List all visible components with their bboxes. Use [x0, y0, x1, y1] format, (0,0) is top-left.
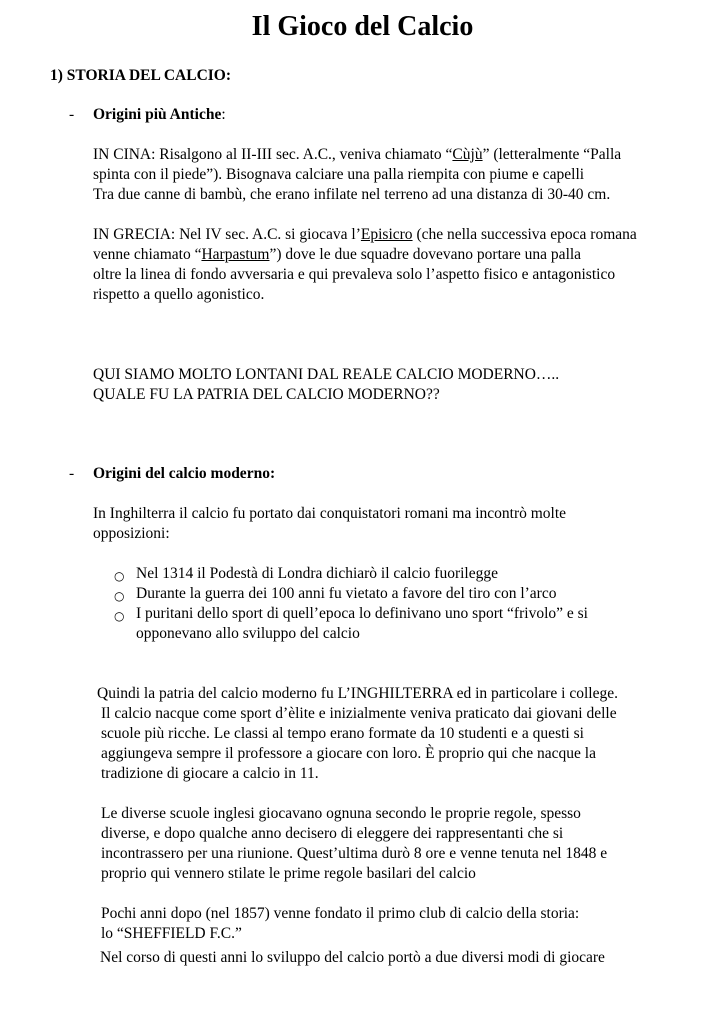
term-episicro: Episicro	[360, 226, 413, 243]
paragraph-line	[93, 145, 621, 165]
paragraph-line: rispetto a quello agonistico.	[93, 286, 265, 303]
list-item: Nel 1314 il Podestà di Londra dichiarò il calcio fuorilegge	[136, 565, 498, 582]
list-item: I puritani dello sport di quell’epoca lo definivano uno sport “frivolo” e si	[136, 605, 588, 622]
section-number: 1)	[50, 67, 63, 84]
paragraph-line: diverse, e dopo qualche anno decisero di eleggere dei rappresentanti che si	[101, 825, 564, 842]
list-item: Durante la guerra dei 100 anni fu vietato a favore del tiro con l’arco	[136, 585, 557, 602]
text-span: (che nella successiva epoca romana	[412, 226, 637, 243]
text-span: IN CINA: Risalgono al II-III sec. A.C., veniva chiamato “	[93, 146, 453, 163]
paragraph-line: Il calcio nacque come sport d’èlite e inizialmente veniva praticato dai giovani delle	[101, 705, 617, 722]
list-marker: ○	[114, 589, 125, 603]
subheading-colon: :	[221, 106, 226, 123]
paragraph-line: Pochi anni dopo (nel 1857) venne fondato il primo club di calcio della storia:	[101, 905, 580, 922]
text-span: ”) dove le due squadre dovevano portare una palla	[269, 246, 582, 263]
subheading-origini-moderno: Origini del calcio moderno:	[93, 465, 276, 482]
bullet-dash: -	[69, 106, 75, 123]
bullet-dash: -	[69, 465, 75, 482]
section-title: STORIA DEL CALCIO:	[66, 67, 232, 84]
paragraph-line: Tra due canne di bambù, che erano infilate nel terreno ad una distanza di 30-40 cm.	[93, 186, 611, 203]
text-span: IN GRECIA: Nel IV sec. A.C. si giocava l’	[93, 226, 361, 243]
paragraph-line: aggiungeva sempre il professore a giocare con loro. È proprio qui che nacque la	[101, 745, 596, 762]
paragraph-line: proprio qui vennero stilate le prime regole basilari del calcio	[101, 865, 476, 882]
caps-line: QUALE FU LA PATRIA DEL CALCIO MODERNO??	[93, 386, 440, 403]
list-marker: ○	[114, 609, 125, 623]
paragraph-line: scuole più ricche. Le classi al tempo erano formate da 10 studenti e a questi si	[101, 725, 584, 742]
paragraph-line: Le diverse scuole inglesi giocavano ognuna secondo le proprie regole, spesso	[101, 805, 581, 822]
paragraph-line: In Inghilterra il calcio fu portato dai conquistatori romani ma incontrò molte	[93, 505, 567, 522]
section-heading	[50, 66, 231, 86]
cutoff-line	[100, 949, 700, 968]
paragraph-line: spinta con il piede”). Bisognava calciare una palla riempita con piume e capelli	[93, 166, 585, 183]
paragraph-line	[93, 245, 581, 265]
term-harpastum: Harpastum	[201, 246, 270, 263]
paragraph-line: lo “SHEFFIELD F.C.”	[101, 925, 242, 942]
text-span: ” (letteralmente “Palla	[482, 146, 622, 163]
term-cuju: Cùjù	[452, 146, 483, 163]
paragraph-line: Quindi la patria del calcio moderno fu L’INGHILTERRA ed in particolare i college.	[97, 685, 618, 702]
subheading-origini-antiche	[93, 105, 226, 125]
paragraph-line: oltre la linea di fondo avversaria e qui prevaleva solo l’aspetto fisico e antagonistico	[93, 266, 616, 283]
paragraph-line: tradizione di giocare a calcio in 11.	[101, 765, 319, 782]
page-title: Il Gioco del Calcio	[251, 11, 474, 42]
list-marker: ○	[114, 569, 125, 583]
subheading-text: Origini più Antiche	[93, 106, 222, 123]
paragraph-line: opposizioni:	[93, 525, 170, 542]
text-span: venne chiamato “	[93, 246, 202, 263]
cutoff-text: Nel corso di questi anni lo sviluppo del calcio portò a due diversi modi di giocare	[100, 949, 605, 966]
list-item-continuation: opponevano allo sviluppo del calcio	[136, 625, 360, 642]
paragraph-line: incontrassero per una riunione. Quest’ultima durò 8 ore e venne tenuta nel 1848 e	[101, 845, 608, 862]
caps-line: QUI SIAMO MOLTO LONTANI DAL REALE CALCIO MODERNO…..	[93, 366, 560, 383]
paragraph-line	[93, 225, 637, 245]
